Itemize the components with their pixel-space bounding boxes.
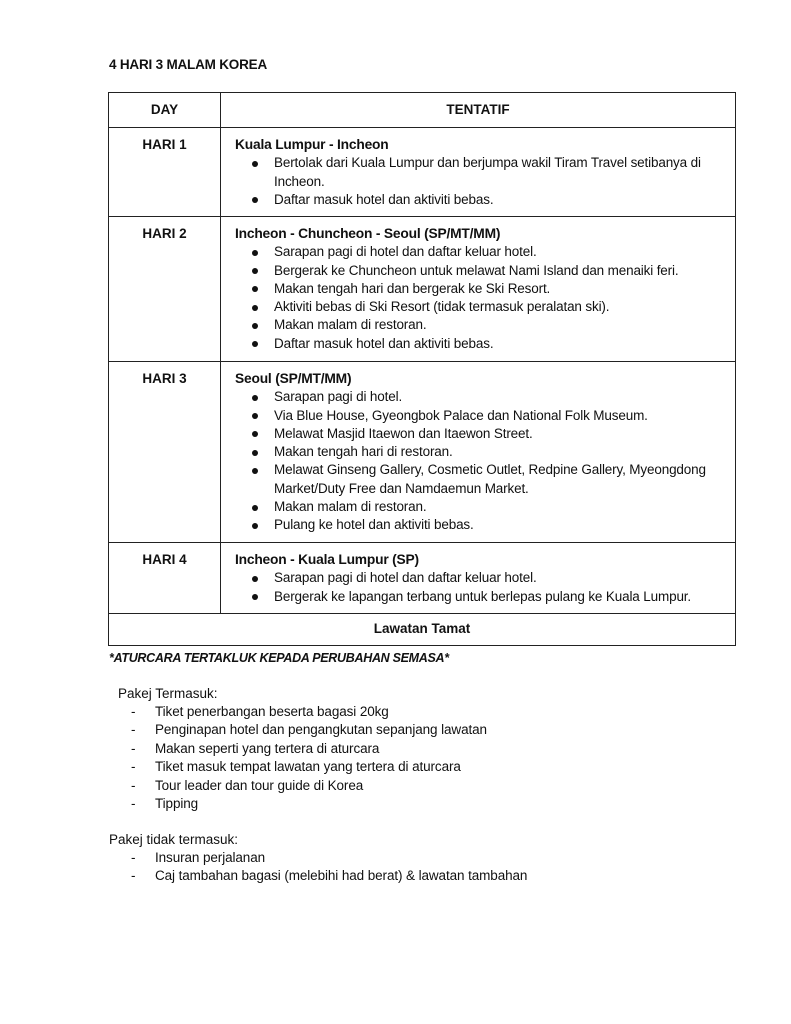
itinerary-table (108, 92, 736, 646)
activity-item: Melawat Ginseng Gallery, Cosmetic Outlet, Redpine Gallery, Myeongdong Market/Duty Free dan Namdaemun Market. (235, 461, 729, 498)
activity-item: Makan tengah hari di restoran. (235, 443, 729, 461)
table-row (109, 362, 736, 543)
bullet-icon (252, 250, 258, 256)
route-title: Kuala Lumpur - Incheon (235, 137, 389, 152)
activity-item: Bergerak ke Chuncheon untuk melawat Nami Island dan menaiki feri. (235, 262, 729, 280)
dash-icon: - (131, 740, 136, 756)
included-item: - Tipping (131, 795, 487, 813)
activity-list (235, 154, 729, 209)
activity-item: Sarapan pagi di hotel. (235, 388, 729, 406)
bullet-icon (252, 323, 258, 329)
activity-item: Melawat Masjid Itaewon dan Itaewon Street. (235, 425, 729, 443)
dash-icon: - (131, 704, 136, 719)
dash-icon: - (131, 868, 136, 884)
bullet-icon (252, 305, 258, 311)
included-item: - Tiket penerbangan beserta bagasi 20kg (131, 703, 487, 721)
activity-item: Bertolak dari Kuala Lumpur dan berjumpa wakil Tiram Travel setibanya di Incheon. (235, 154, 729, 191)
bullet-icon (252, 395, 258, 401)
activity-item: Pulang ke hotel dan aktiviti bebas. (235, 516, 729, 534)
table-header-row (109, 93, 736, 128)
dash-icon: - (131, 722, 136, 738)
bullet-icon (252, 468, 258, 474)
activity-item: Makan tengah hari dan bergerak ke Ski Resort. (235, 280, 729, 298)
day-label: HARI 4 (109, 543, 221, 614)
excluded-item: - Caj tambahan bagasi (melebihi had berat) & lawatan tambahan (131, 867, 527, 885)
activity-list (235, 388, 729, 534)
activity-item: Sarapan pagi di hotel dan daftar keluar hotel. (235, 243, 729, 261)
table-row (109, 128, 736, 217)
table-row (109, 217, 736, 362)
page-title: 4 HARI 3 MALAM KOREA (109, 57, 268, 72)
bullet-icon (252, 576, 258, 582)
included-item: - Makan seperti yang tertera di aturcara (131, 740, 487, 758)
table-footer-row (109, 614, 736, 646)
activity-item: Makan malam di restoran. (235, 316, 729, 334)
tentatif-cell (221, 217, 736, 362)
bullet-icon (252, 286, 258, 292)
activity-item: Bergerak ke lapangan terbang untuk berlepas pulang ke Kuala Lumpur. (235, 588, 729, 606)
included-item: - Tiket masuk tempat lawatan yang tertera di aturcara (131, 758, 487, 776)
bullet-icon (252, 594, 258, 600)
activity-item: Aktiviti bebas di Ski Resort (tidak termasuk peralatan ski). (235, 298, 729, 316)
tour-end-label: Lawatan Tamat (109, 614, 736, 646)
activity-item: Sarapan pagi di hotel dan daftar keluar hotel. (235, 569, 729, 587)
excluded-heading: Pakej tidak termasuk: (109, 832, 239, 847)
schedule-disclaimer: *ATURCARA TERTAKLUK KEPADA PERUBAHAN SEMASA* (109, 651, 449, 665)
tentatif-cell (221, 128, 736, 217)
bullet-icon (252, 341, 258, 347)
included-item: - Penginapan hotel dan pengangkutan sepanjang lawatan (131, 721, 487, 739)
day-label: HARI 1 (109, 128, 221, 217)
bullet-icon (252, 268, 258, 274)
dash-icon: - (131, 759, 136, 775)
bullet-icon (252, 161, 258, 167)
table-row (109, 543, 736, 614)
activity-item: Daftar masuk hotel dan aktiviti bebas. (235, 191, 729, 209)
activity-list (235, 243, 729, 353)
excluded-list (131, 849, 527, 886)
header-tentatif: TENTATIF (221, 93, 736, 128)
bullet-icon (252, 505, 258, 511)
day-label: HARI 2 (109, 217, 221, 362)
included-heading: Pakej Termasuk: (118, 686, 218, 701)
tentatif-cell (221, 362, 736, 543)
route-title: Incheon - Chuncheon - Seoul (SP/MT/MM) (235, 226, 501, 241)
route-title: Incheon - Kuala Lumpur (SP) (235, 552, 419, 567)
bullet-icon (252, 523, 258, 529)
day-label: HARI 3 (109, 362, 221, 543)
included-list (131, 703, 487, 813)
bullet-icon (252, 197, 258, 203)
bullet-icon (252, 413, 258, 419)
header-day: DAY (109, 93, 221, 128)
tentatif-cell (221, 543, 736, 614)
activity-item: Daftar masuk hotel dan aktiviti bebas. (235, 335, 729, 353)
activity-item: Makan malam di restoran. (235, 498, 729, 516)
excluded-item: - Insuran perjalanan (131, 849, 527, 867)
bullet-icon (252, 450, 258, 456)
activity-list (235, 569, 729, 606)
dash-icon: - (131, 777, 136, 793)
dash-icon: - (131, 850, 136, 865)
activity-item: Via Blue House, Gyeongbok Palace dan National Folk Museum. (235, 407, 729, 425)
route-title: Seoul (SP/MT/MM) (235, 371, 352, 386)
dash-icon: - (131, 795, 136, 811)
included-item: - Tour leader dan tour guide di Korea (131, 777, 487, 795)
bullet-icon (252, 431, 258, 437)
